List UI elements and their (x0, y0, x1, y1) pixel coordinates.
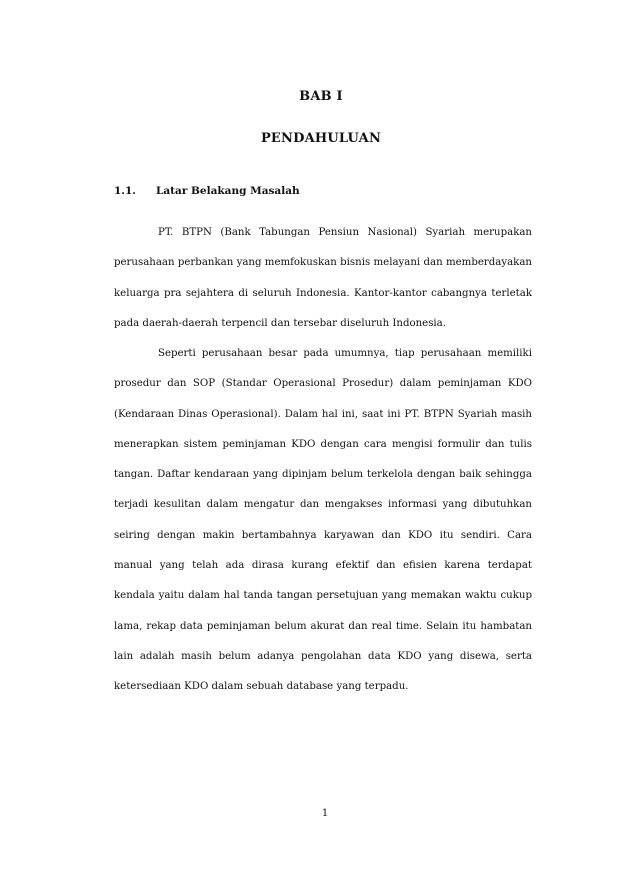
paragraph-2: Seperti perusahaan besar pada umumnya, tiap perusahaan memiliki prosedur dan SOP (Standar Operasional Prosedur) dalam peminjaman KDO (Kendaraan Dinas Operasional). Dalam hal ini, saat ini PT. BTPN Syariah masih menerapkan sistem peminjaman KDO dengan cara mengisi formulir dan tulis tangan. Daftar kendaraan yang dipinjam belum terkelola dengan baik sehingga terjadi kesulitan dalam mengatur dan mengakses informasi yang dibutuhkan seiring dengan makin bertambahnya karyawan dan KDO itu sendiri. Cara manual yang telah ada dirasa kurang efektif dan efisien karena terdapat kendala yaitu dalam hal tanda tangan persetujuan yang memakan waktu cukup lama, rekap data peminjaman belum akurat dan real time. Selain itu hambatan lain adalah masih belum adanya pengolahan data KDO yang disewa, serta ketersediaan KDO dalam sebuah database yang terpadu. (114, 348, 532, 693)
section-number: 1.1. (114, 185, 136, 197)
section-title: Latar Belakang Masalah (156, 185, 300, 197)
chapter-number: BAB I (299, 89, 343, 104)
section-heading (114, 185, 300, 197)
chapter-title: PENDAHULUAN (260, 131, 382, 146)
paragraph-1: PT. BTPN (Bank Tabungan Pensiun Nasional) Syariah merupakan perusahaan perbankan yang memfokuskan bisnis melayani dan memberdayakan keluarga pra sejahtera di seluruh Indonesia. Kantor-kantor cabangnya terletak pada daerah-daerah terpencil dan tersebar diseluruh Indonesia. (114, 227, 532, 329)
page-number: 1 (321, 808, 329, 819)
